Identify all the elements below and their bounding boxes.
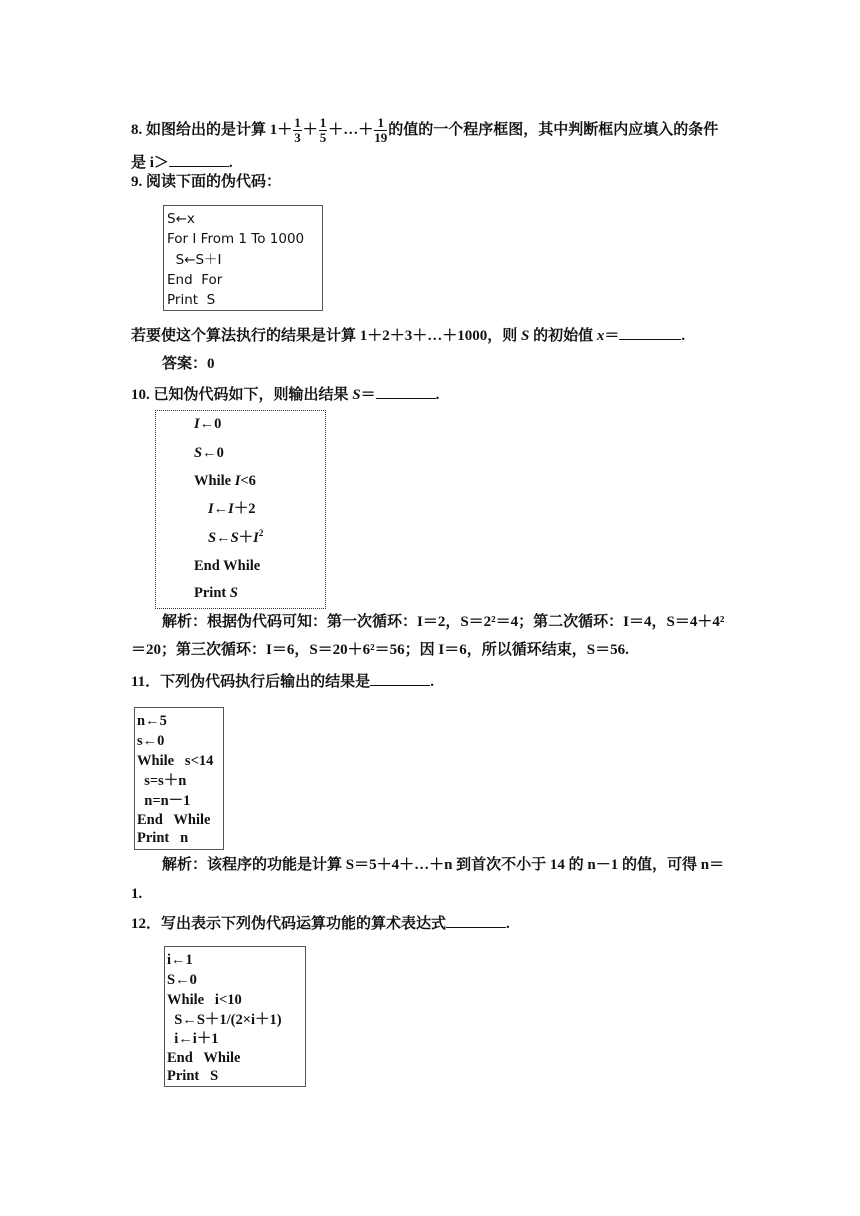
q9-code-line-5: Print S — [167, 292, 216, 308]
q12-code-line-1: i←1 — [167, 952, 193, 968]
q9-title: 9. 阅读下面的伪代码： — [131, 174, 282, 190]
q10-code-line-6: End While — [194, 558, 261, 574]
q10-code-line-3: While I<6 — [194, 473, 256, 489]
q9-answer: 答案：0 — [162, 356, 215, 372]
answer-blank — [370, 671, 430, 686]
q12-code-line-2: S←0 — [167, 972, 197, 988]
q10-analysis-line-1: 解析：根据伪代码可知：第一次循环：I＝2，S＝2²＝4；第二次循环：I＝4，S＝4＋4² — [162, 614, 725, 630]
q8-text-after: 的值的一个程序框图，其中判断框内应填入的条件 — [388, 121, 719, 138]
q10-analysis-line-2: ＝20；第三次循环：I＝6，S＝20＋6²＝56；因 I＝6，所以循环结束，S＝56. — [131, 642, 629, 658]
q10-code-line-1: I←0 — [194, 416, 222, 432]
q12-code-line-7: Print S — [167, 1068, 219, 1084]
answer-blank — [169, 152, 229, 167]
answer-blank — [376, 384, 436, 399]
q11-analysis-line-1: 解析：该程序的功能是计算 S＝5＋4＋…＋n 到首次不小于 14 的 n－1 的值，可得 n＝ — [162, 857, 725, 873]
q9-code-line-1: S←x — [167, 211, 195, 227]
q10-title: 10. 已知伪代码如下，则输出结果 S＝ . — [131, 384, 439, 405]
q9-code-line-3: S←S＋I — [167, 252, 222, 268]
q11-code-line-7: Print n — [137, 830, 189, 846]
q8-text-before: 如图给出的是计算 1＋ — [146, 121, 293, 138]
q12-code-line-6: End While — [167, 1050, 241, 1066]
answer-blank — [446, 913, 506, 928]
q10-code-line-2: S←0 — [194, 445, 224, 461]
q11-code-line-6: End While — [137, 812, 211, 828]
q11-code-line-2: s←0 — [137, 733, 165, 749]
answer-blank — [619, 325, 681, 340]
q11-code-line-5: n=n－1 — [137, 793, 191, 809]
q11-analysis-line-2: 1. — [131, 886, 143, 902]
q10-code-line-5: $S\leftarrow S+I^2$ — [208, 528, 264, 546]
q8-line2: 是 i＞ . — [131, 152, 233, 173]
q8-line1: 8. 如图给出的是计算 1＋ $\frac{1}{3}$ ＋ $\frac{1}{5}$ ＋…＋ $\frac{1}{19}$ 的值的一个程序框图，其中判断框内应填入的条件 — [131, 115, 719, 145]
q12-code-line-5: i←i＋1 — [167, 1031, 219, 1047]
fraction-1-3: $\frac{1}{3}$ — [294, 115, 301, 145]
q12-code-line-4: S←S＋1/(2×i＋1) — [167, 1012, 282, 1028]
fraction-1-5: $\frac{1}{5}$ — [319, 115, 327, 145]
q9-question: 若要使这个算法执行的结果是计算 1＋2＋3＋…＋1000，则 S 的初始值 x＝ . — [131, 325, 685, 346]
q12-title: 12．写出表示下列伪代码运算功能的算术表达式 . — [131, 913, 510, 934]
q9-code-line-2: For I From 1 To 1000 — [167, 231, 305, 247]
q11-code-line-1: n←5 — [137, 713, 167, 729]
fraction-1-19: $\frac{1}{19}$ — [374, 115, 388, 145]
q9-code-line-4: End For — [167, 272, 223, 288]
q11-code-line-4: s=s＋n — [137, 773, 187, 789]
q10-code-line-7: Print S — [194, 585, 238, 601]
q11-title: 11．下列伪代码执行后输出的结果是 . — [131, 671, 434, 692]
q10-code-line-4: I←I＋2 — [208, 501, 256, 517]
q12-code-line-3: While i<10 — [167, 992, 242, 1008]
q11-code-line-3: While s<14 — [137, 753, 214, 769]
q8-number: 8. — [131, 121, 143, 138]
